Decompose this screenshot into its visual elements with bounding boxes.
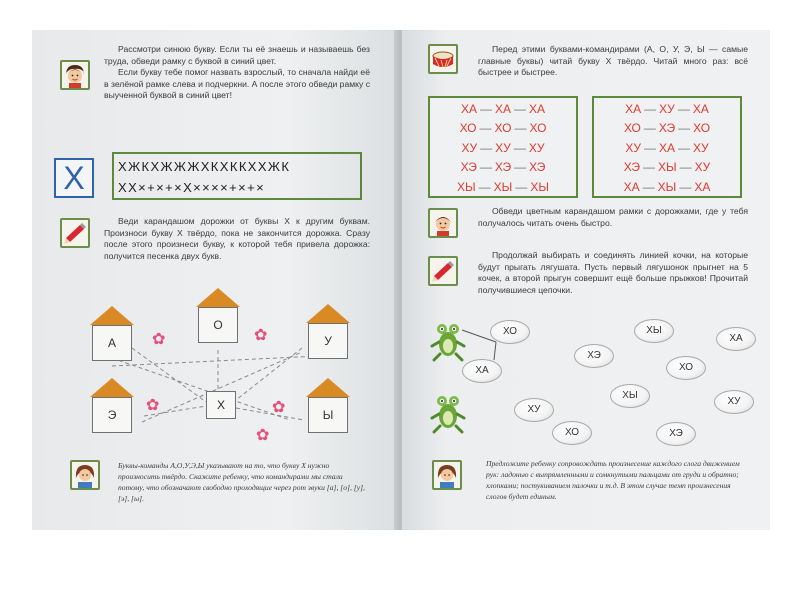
syllable: ХЭ xyxy=(494,160,512,175)
syllable: ХЭ xyxy=(460,160,477,175)
dash-separator: — xyxy=(679,160,692,175)
syllable: ХУ xyxy=(528,140,545,155)
bubble-syllable[interactable]: ХЫ xyxy=(610,384,650,408)
flower-icon: ✿ xyxy=(254,327,268,344)
flower-icon: ✿ xyxy=(272,399,286,416)
dash-separator: — xyxy=(514,102,526,116)
house-u-letter: У xyxy=(308,323,348,359)
house-a[interactable] xyxy=(92,306,134,361)
syllable: ХУ xyxy=(659,102,675,116)
flower-icon: ✿ xyxy=(152,331,166,348)
bubble-syllable[interactable]: ХА xyxy=(716,327,756,351)
syllable: ХО xyxy=(459,121,477,136)
syllable: ХА xyxy=(529,102,546,116)
dash-separator: — xyxy=(642,160,655,175)
house-roof xyxy=(196,288,240,307)
big-letter-box[interactable]: Х xyxy=(54,158,94,198)
syllable: ХУ xyxy=(625,140,641,155)
house-roof xyxy=(306,304,350,323)
syllable: ХЭ xyxy=(529,160,546,175)
house-y[interactable] xyxy=(308,378,350,433)
right-intro-p: Перед этими буквами-командирами (А, О, У, Э, Ы — самые главные буквы) читай букву Х твёрдо. Читай много раз: всё быстрее и быстрее. xyxy=(478,44,748,78)
syllable: ХО xyxy=(529,121,547,136)
dash-separator: — xyxy=(479,160,492,175)
left-task-p: Веди карандашом дорожки от буквы Х к другим буквам. Произноси букву Х твёрдо, пока не закончится дорожка. Сразу после этого произнеси букву, к которой тебя привела дорожка: получится песенка двух букв. xyxy=(104,216,370,261)
syllable: ХА xyxy=(692,102,709,116)
dash-separator: — xyxy=(514,121,527,136)
dash-separator: — xyxy=(479,121,492,136)
dash-separator: — xyxy=(515,179,528,194)
bubble-syllable[interactable]: ХО xyxy=(490,320,530,344)
dash-separator: — xyxy=(479,102,492,116)
dash-separator: — xyxy=(643,121,656,136)
bubble-syllable[interactable]: ХЭ xyxy=(656,422,696,446)
syllable: ХЫ xyxy=(493,179,513,194)
right-parent-note: Предложите ребенку сопровождать произнесение каждого слога движением рук: ладонью с выпрямленными и сомкнутыми пальцами от груди и обратно; хлопками; постукиванием палочки и т.д. В этом случае темп произнесения слогов будет единым. xyxy=(486,459,740,501)
house-a-letter: А xyxy=(92,325,132,361)
left-intro-p2: Если букву тебе помог назвать взрослый, то сначала найди её в зелёной рамке слева и подчеркни. А после этого обведи рамку с выученной буквой в синий цвет! xyxy=(104,67,370,101)
bubble-syllable[interactable]: ХО xyxy=(552,421,592,445)
dash-separator: — xyxy=(679,179,692,194)
syllable: ХЭ xyxy=(623,160,640,175)
right-task-p2: Продолжай выбирать и соединять линией кочки, на которые будут прыгать лягушата. Пусть первый лягушонок прыгнет на 5 кочек, а второй прыгун совершит ещё больше прыжков! Прочитай получившиеся цепочки. xyxy=(478,250,748,295)
syllable: ХУ xyxy=(495,140,511,155)
bubble-syllable[interactable]: ХУ xyxy=(514,398,554,422)
frog-jump-line xyxy=(402,30,770,530)
syllable: ХА xyxy=(658,140,675,155)
house-roof xyxy=(90,378,134,397)
path-lines xyxy=(32,30,398,530)
dash-separator: — xyxy=(480,140,493,155)
syllable: ХО xyxy=(623,121,641,136)
letter-row-1: ХЖКХЖЖЖХКХККХХЖК xyxy=(118,159,291,174)
letter-row-2: ХХ×+×+×Х××××+×+× xyxy=(118,180,266,195)
house-o-letter: О xyxy=(198,307,238,343)
syllable: ХУ xyxy=(693,140,709,155)
flower-icon: ✿ xyxy=(146,397,160,414)
dash-separator: — xyxy=(678,140,690,155)
house-u[interactable] xyxy=(308,304,350,359)
syllable: ХО xyxy=(494,121,512,136)
dash-separator: — xyxy=(643,140,656,155)
syllable: ХА xyxy=(623,179,640,194)
syllable: ХЫ xyxy=(657,179,677,194)
left-page xyxy=(32,30,398,530)
dash-separator: — xyxy=(514,160,527,175)
dash-separator: — xyxy=(642,179,655,194)
syllable: ХУ xyxy=(694,160,711,175)
house-roof xyxy=(90,306,134,325)
syllable: ХЫ xyxy=(657,160,677,175)
dash-separator: — xyxy=(678,121,691,136)
dash-separator: — xyxy=(478,179,491,194)
right-page xyxy=(402,30,770,530)
bubble-syllable[interactable]: ХУ xyxy=(714,390,754,414)
woman-icon xyxy=(70,460,100,490)
dash-separator: — xyxy=(644,102,657,116)
woman-icon xyxy=(432,460,462,490)
bubble-syllable[interactable]: ХЫ xyxy=(634,319,674,343)
syllable: ХА xyxy=(460,102,477,116)
center-letter-box[interactable]: Х xyxy=(206,391,236,419)
syllable: ХА xyxy=(494,102,511,116)
dash-separator: — xyxy=(513,140,526,155)
open-book xyxy=(32,30,770,530)
house-e[interactable] xyxy=(92,378,134,433)
syllable: ХЫ xyxy=(530,179,549,194)
right-task-p1: Обведи цветным карандашом рамки с дорожками, где у тебя получалось читать очень быстро. xyxy=(478,206,748,228)
bubble-syllable[interactable]: ХА xyxy=(462,359,502,383)
house-y-letter: Ы xyxy=(308,397,348,433)
syllable: ХЫ xyxy=(457,179,476,194)
house-roof xyxy=(306,378,350,397)
left-intro-p1: Рассмотри синюю букву. Если ты её знаешь и называешь без труда, обведи рамку с буквой в синий цвет. xyxy=(104,44,370,66)
left-parent-note: Буквы-команды А,О,У,Э,Ы указывают на то, что букву Х нужно произносить твёрдо. Скажите ребенку, что командирами мы стали потому, что обозначают свободно проходящие через рот звуки [а], [о], [у], [э], [ы]. xyxy=(118,461,365,503)
syllable: ХО xyxy=(693,121,711,136)
house-e-letter: Э xyxy=(92,397,132,433)
flower-icon: ✿ xyxy=(256,427,270,444)
syllable: ХЭ xyxy=(658,121,676,136)
syllable: ХА xyxy=(694,179,711,194)
dash-separator: — xyxy=(677,102,690,116)
bubble-syllable[interactable]: ХЭ xyxy=(574,344,614,368)
syllable: ХА xyxy=(625,102,642,116)
bubble-syllable[interactable]: ХО xyxy=(666,356,706,380)
syllable: ХУ xyxy=(461,140,478,155)
house-o[interactable] xyxy=(198,288,240,343)
